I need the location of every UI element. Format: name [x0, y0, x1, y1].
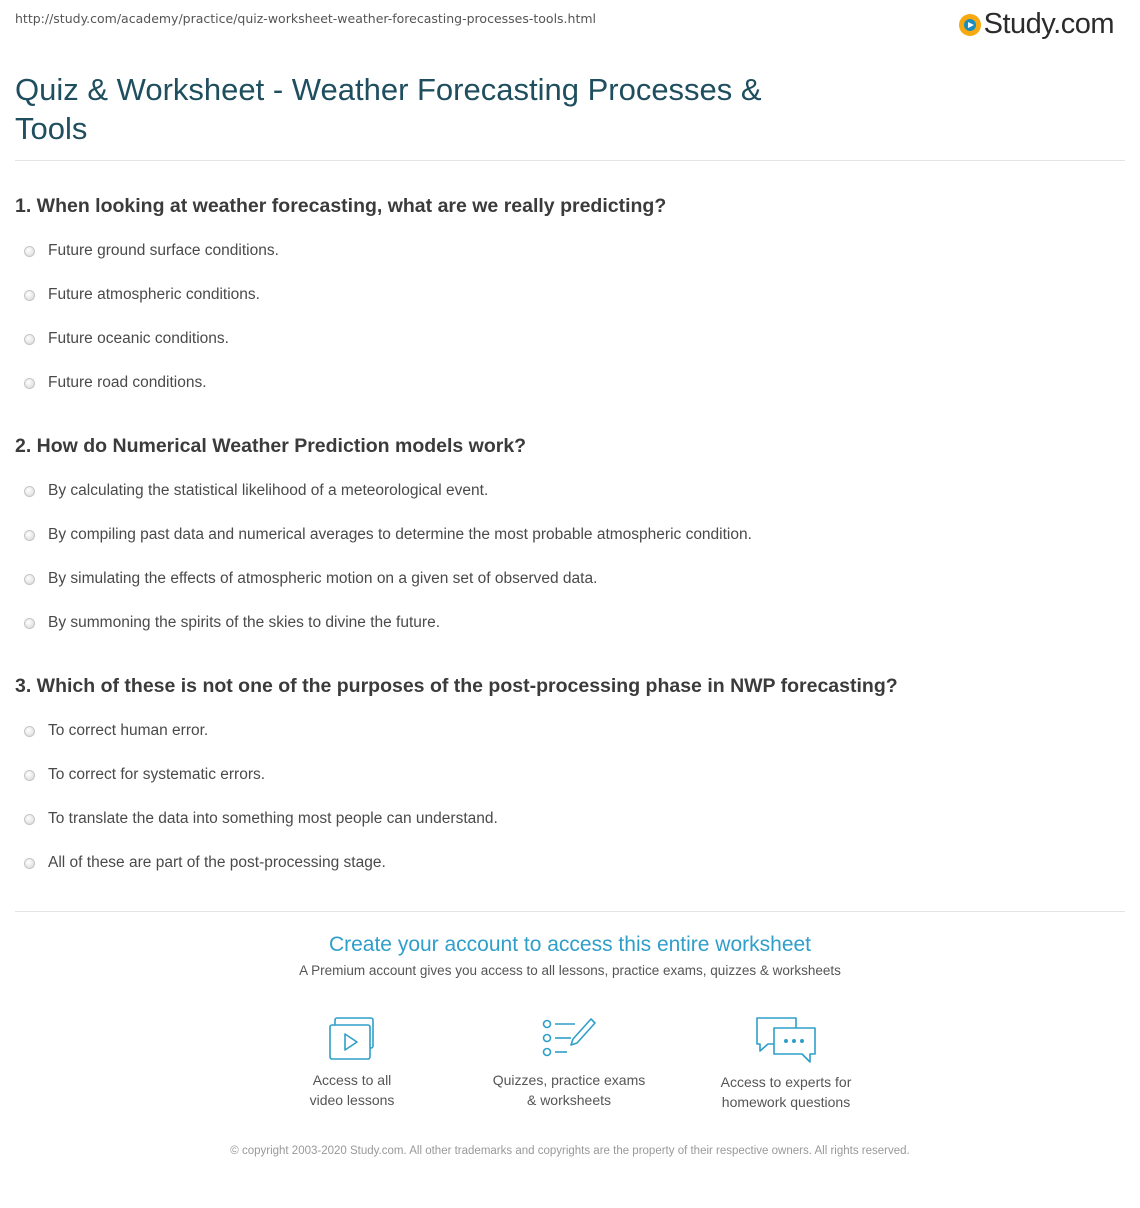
radio-button-icon[interactable]: [24, 246, 35, 257]
question-text: 3. Which of these is not one of the purposes of the post-processing phase in NWP forecasting?: [15, 675, 898, 697]
answer-label: All of these are part of the post-processing stage.: [48, 854, 386, 871]
chat-bubbles-icon: [754, 1016, 818, 1064]
answer-option[interactable]: [15, 797, 1125, 841]
radio-button-icon[interactable]: [24, 530, 35, 541]
feature-video-lessons: [257, 1016, 447, 1110]
answer-option[interactable]: [15, 709, 1125, 753]
answer-label: By compiling past data and numerical averages to determine the most probable atmospheric condition.: [48, 526, 752, 543]
answer-option[interactable]: [15, 753, 1125, 797]
page-title: Quiz & Worksheet - Weather Forecasting Processes & Tools: [15, 72, 762, 146]
question-3: [15, 673, 1125, 885]
answer-option[interactable]: [15, 469, 1125, 513]
answer-option[interactable]: [15, 361, 1125, 405]
radio-button-icon[interactable]: [24, 726, 35, 737]
radio-button-icon[interactable]: [24, 290, 35, 301]
feature-experts: [691, 1016, 881, 1112]
answer-label: By simulating the effects of atmospheric motion on a given set of observed data.: [48, 570, 598, 587]
create-account-link[interactable]: Create your account to access this entire worksheet: [328, 933, 812, 956]
answer-option[interactable]: [15, 317, 1125, 361]
feature-label-line: Quizzes, practice exams: [492, 1072, 646, 1088]
copyright-footer: © copyright 2003-2020 Study.com. All other trademarks and copyrights are the property of their respective owners. All rights reserved.: [230, 1145, 910, 1157]
radio-button-icon[interactable]: [24, 486, 35, 497]
answer-option[interactable]: [15, 557, 1125, 601]
title-divider: [15, 160, 1125, 161]
page-url: http://study.com/academy/practice/quiz-worksheet-weather-forecasting-processes-tools.html: [15, 11, 596, 26]
quiz-checklist-icon: [541, 1016, 597, 1062]
answer-label: To correct human error.: [48, 722, 209, 739]
cta-divider: [15, 911, 1125, 912]
answer-label: Future ground surface conditions.: [48, 242, 279, 259]
answer-label: To translate the data into something most people can understand.: [48, 810, 498, 827]
feature-quizzes: [474, 1016, 664, 1110]
radio-button-icon[interactable]: [24, 334, 35, 345]
premium-description: A Premium account gives you access to all lessons, practice exams, quizzes & worksheets: [299, 963, 841, 978]
radio-button-icon[interactable]: [24, 770, 35, 781]
signup-cta: [0, 933, 1140, 978]
question-2: [15, 433, 1125, 645]
study-logo[interactable]: [959, 8, 1114, 41]
radio-button-icon[interactable]: [24, 378, 35, 389]
feature-label-line: Access to experts for: [720, 1074, 852, 1090]
brand-name: Study.com: [983, 8, 1114, 40]
radio-button-icon[interactable]: [24, 858, 35, 869]
radio-button-icon[interactable]: [24, 618, 35, 629]
answer-option[interactable]: [15, 513, 1125, 557]
answer-label: To correct for systematic errors.: [48, 766, 266, 783]
feature-label-line: video lessons: [309, 1092, 395, 1108]
play-logo-icon: [959, 14, 981, 36]
answer-label: By calculating the statistical likelihood of a meteorological event.: [48, 482, 489, 499]
radio-button-icon[interactable]: [24, 814, 35, 825]
answer-option[interactable]: [15, 273, 1125, 317]
answer-label: Future atmospheric conditions.: [48, 286, 260, 303]
feature-label-line: homework questions: [721, 1094, 851, 1110]
video-lessons-icon: [326, 1016, 378, 1062]
answer-label: By summoning the spirits of the skies to divine the future.: [48, 614, 440, 631]
question-1: [15, 193, 1125, 405]
feature-label-line: & worksheets: [526, 1092, 612, 1108]
answer-option[interactable]: [15, 601, 1125, 645]
answer-label: Future oceanic conditions.: [48, 330, 229, 347]
answer-option[interactable]: [15, 229, 1125, 273]
question-text: 1. When looking at weather forecasting, what are we really predicting?: [15, 195, 667, 217]
radio-button-icon[interactable]: [24, 574, 35, 585]
answer-option[interactable]: [15, 841, 1125, 885]
question-text: 2. How do Numerical Weather Prediction models work?: [15, 435, 527, 457]
feature-label-line: Access to all: [312, 1072, 392, 1088]
answer-label: Future road conditions.: [48, 374, 207, 391]
